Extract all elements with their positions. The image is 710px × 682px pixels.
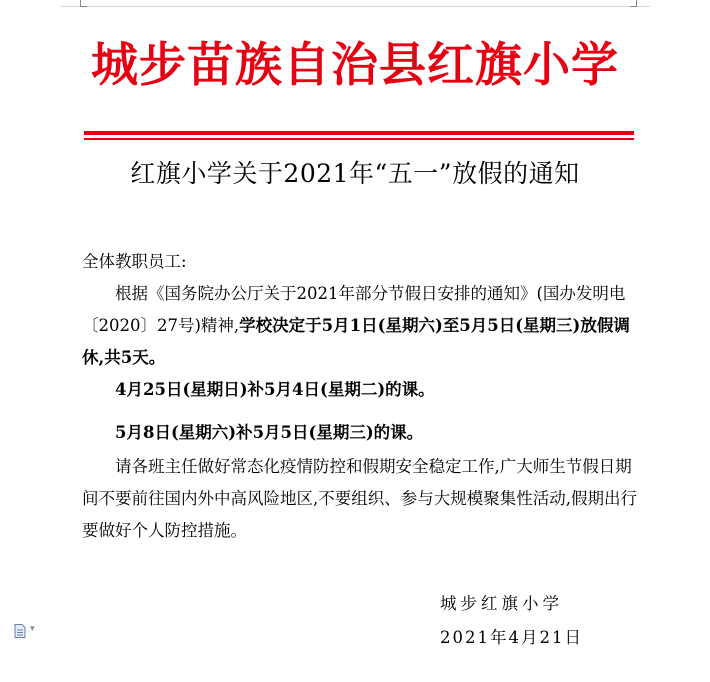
chevron-down-icon[interactable]: ▾: [30, 624, 35, 634]
paragraph-4-text: 请各班主任做好常态化疫情防控和假期安全稳定工作,广大师生节假日期间不要前往国内外中高风险地区,不要组织、参与大规模聚集性活动,假期出行要做好个人防控措施。: [82, 457, 637, 540]
paragraph-2-text: 4月25日(星期日)补5月4日(星期二)的课。: [115, 380, 435, 399]
page-top-border: [60, 6, 650, 7]
paragraph-3: [82, 417, 642, 449]
document-icon[interactable]: [14, 624, 26, 638]
paragraph-4: [82, 451, 642, 547]
left-margin-marker: [80, 0, 87, 7]
letterhead-rule-thick: [84, 131, 634, 135]
letterhead-rule-thin: [84, 138, 634, 140]
letterhead-title: 城步苗族自治县红旗小学: [91, 38, 619, 93]
paragraph-1: [82, 278, 642, 374]
paragraph-3-text: 5月8日(星期六)补5月5日(星期三)的课。: [115, 423, 424, 442]
right-margin-marker: [630, 0, 637, 7]
paragraph-1-text: 根据《国务院办公厅关于2021年部分节假日安排的通知》(国办发明电〔2020〕27号)精神,: [82, 284, 626, 335]
signature-org: 城步红旗小学: [440, 594, 563, 613]
signature-date: 2021年4月21日: [440, 628, 583, 647]
paragraph-2: [82, 374, 642, 406]
notice-title: 红旗小学关于2021年“五一”放假的通知: [130, 159, 580, 188]
salutation: 全体教职员工:: [82, 252, 187, 271]
paragraph-1-bold-text: 学校决定于5月1日(星期六)至5月5日(星期三)放假调休,共5天。: [82, 316, 630, 367]
